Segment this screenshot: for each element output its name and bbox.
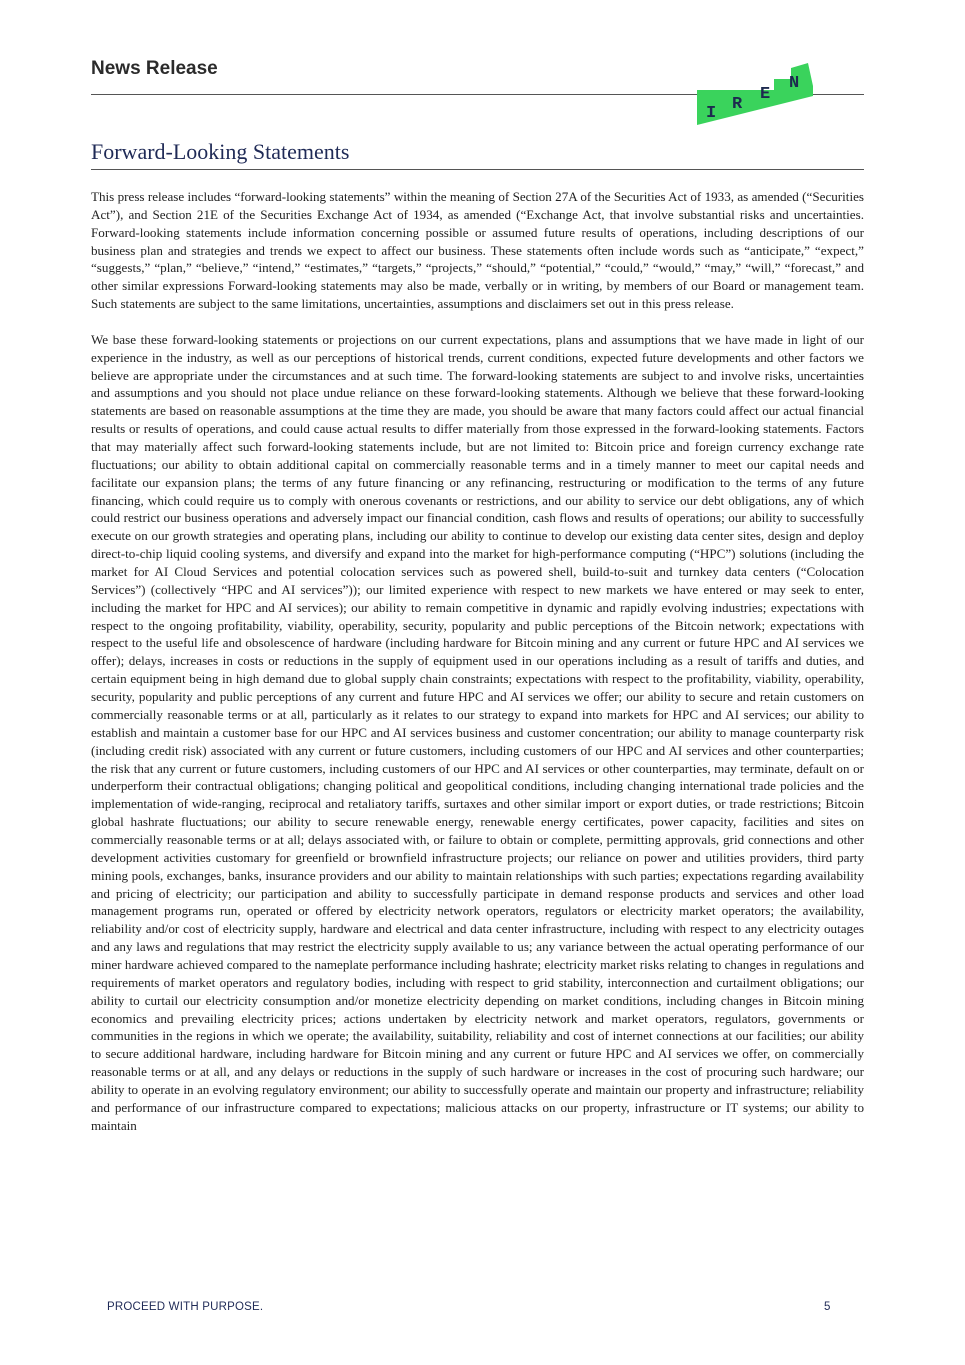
logo-letter-e: E [760, 85, 771, 104]
header-title: News Release [91, 58, 218, 79]
footer-tagline: PROCEED WITH PURPOSE. [107, 1301, 264, 1313]
iren-logo-graphic [697, 63, 813, 125]
paragraph-intro: This press release includes “forward-looking statements” within the meaning of Section 27A of the Securities Act of 1933, as amended (“Securities Act”), and Section 21E of the Securities Exchange Act of 1934, as amended (“Exchange Act, that involve substantial risks and uncertainties. Forward-looking statements include information concerning possible or assumed future results of operations, including descriptions of our business plan and strategies and trends we expect to affect our business. These statements often include words such as “anticipate,” “expect,” “suggests,” “plan,” “believe,” “intend,” “estimates,” “targets,” “projects,” “should,” “potential,” “could,” “would,” “may,” “will,” “forecast,” and other similar expressions Forward-looking statements may also be made, verbally or in writing, by members of our Board or management team. Such statements are subject to the same limitations, uncertainties, assumptions and disclaimers set out in this press release. [91, 189, 864, 312]
iren-logo [697, 63, 813, 125]
logo-letter-r: R [732, 95, 743, 114]
section-divider [91, 169, 864, 170]
logo-letter-n: N [789, 74, 800, 93]
logo-letter-i: I [706, 104, 717, 123]
paragraph-factors: We base these forward-looking statements or projections on our current expectations, plans and assumptions that we have made in light of our experience in the industry, as well as our perceptions of historical trends, current conditions, expected future developments and other factors we believe are appropriate under the circumstances and at such time. The forward-looking statements are subject to and involve risks, uncertainties and assumptions and you should not place undue reliance on these forward-looking statements. Although we believe that these forward-looking statements are based on reasonable assumptions at the time they are made, you should be aware that many factors could affect our actual financial results or results of operations, and could cause actual results to differ materially from those expressed in the forward-looking statements. Factors that may materially affect such forward-looking statements include, but are not limited to: Bitcoin price and foreign currency exchange rate fluctuations; our ability to obtain additional capital on commercially reasonable terms and in a timely manner to meet our capital needs and facilitate our expansion plans; the terms of any future financing or any refinancing, restructuring or modification to the terms of any future financing, which could require us to comply with onerous covenants or restrictions, and our ability to service our debt obligations, any of which could restrict our business operations and adversely impact our financial condition, cash flows and results of operations; our ability to successfully execute on our growth strategies and operating plans, including our ability to continue to develop our existing data center sites, design and deploy direct-to-chip liquid cooling systems, and diversify and expand into the market for high-performance computing (“HPC”) solutions (including the market for AI Cloud Services and potential colocation services such as powered shell, build-to-suit and turnkey data centers (“Colocation Services”) (collectively “HPC and AI services”)); our limited experience with respect to new markets we have entered or may seek to enter, including the market for HPC and AI services); our ability to remain competitive in dynamic and rapidly evolving industries; expectations with respect to the ongoing profitability, viability, operability, security, popularity and public perceptions of the Bitcoin network; expectations with respect to the useful life and obsolescence of hardware (including hardware for Bitcoin mining and any current or future HPC and AI services we offer); delays, increases in costs or reductions in the supply of equipment used in our operations including as a result of tariffs and duties, and certain equipment being in high demand due to global supply chain constraints; expectations with respect to the profitability, viability, operability, security, popularity and public perceptions of any current and future HPC and AI services we offer; our ability to secure and retain customers on commercially reasonable terms or at all, particularly as it relates to our strategy to expand into markets for HPC and AI services; our ability to establish and maintain a customer base for our HPC and AI services business and customer concentration; our ability to manage counterparty risk (including credit risk) associated with any current or future customers, including customers of our HPC and AI services and other counterparties; the risk that any current or future customers, including customers of our HPC and AI services or other counterparties, may terminate, default on or underperform their contractual obligations; changing political and geopolitical conditions, including changing international trade policies and the implementation of wide-ranging, reciprocal and retaliatory tariffs, surtaxes and other similar import or export duties, or trade restrictions; Bitcoin global hashrate fluctuations; our ability to secure renewable energy, renewable energy certificates, power capacity, facilities and sites on commercially reasonable terms or at all; delays associated with, or failure to obtain or complete, permitting approvals, grid connections and other development activities customary for greenfield or brownfield infrastructure projects; our reliance on power and utilities providers, third party mining pools, exchanges, banks, insurance providers and our ability to maintain relationships with such parties; expectations regarding availability and pricing of electricity; our participation and ability to successfully participate in demand response products and services and other load management programs run, operated or offered by electricity network operators, regulators or electricity market operators; the availability, reliability and/or cost of electricity supply, hardware and electrical and data center infrastructure, including with respect to any electricity outages and any laws and regulations that may restrict the electricity supply available to us; any variance between the actual operating performance of our miner hardware achieved compared to the nameplate performance including hashrate; electricity market risks relating to changes in regulations and requirements of market operators and regulatory bodies, including with respect to grid stability, interconnection and curtailment obligations; our ability to curtail our electricity consumption and/or monetize electricity depending on market conditions, including changes in Bitcoin mining economics and prevailing electricity prices; actions undertaken by electricity network and market operators, regulators, governments or communities in the regions in which we operate; the availability, suitability, reliability and cost of internet connections at our facilities; our ability to secure additional hardware, including hardware for Bitcoin mining and any current or future HPC and AI services we offer, on commercially reasonable terms or at all, and any delays or reductions in the supply of such hardware or increases in the cost of procuring such hardware; our ability to operate in an evolving regulatory environment; our ability to successfully operate and maintain our property and infrastructure; reliability and performance of our infrastructure compared to expectations; malicious attacks on our property, infrastructure or IT systems; our ability to maintain [91, 331, 864, 1133]
page-number: 5 [824, 1301, 831, 1313]
section-title: Forward-Looking Statements [91, 139, 350, 164]
body-text [91, 188, 864, 1135]
